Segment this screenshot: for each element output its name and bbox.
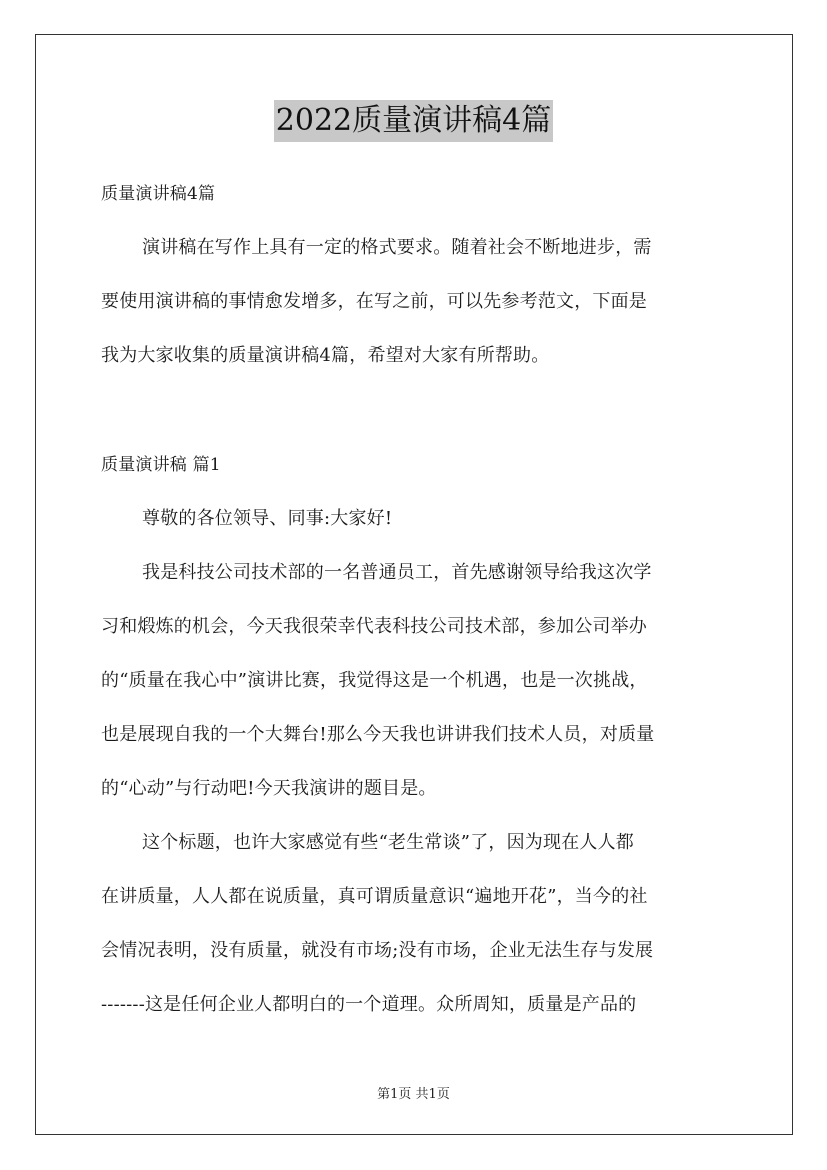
paragraph-line: 的“心动”与行动吧!今天我演讲的题目是。 (101, 778, 437, 799)
paragraph-line: 这个标题，也许大家感觉有些“老生常谈”了，因为现在人人都 (142, 832, 635, 853)
section-heading: 质量演讲稿 篇1 (101, 455, 221, 475)
title-container (0, 100, 827, 142)
intro-line: 我为大家收集的质量演讲稿4篇，希望对大家有所帮助。 (101, 345, 550, 366)
paragraph-line: 习和煅炼的机会，今天我很荣幸代表科技公司技术部，参加公司举办 (101, 616, 647, 637)
paragraph-line: 的“质量在我心中”演讲比赛，我觉得这是一个机遇，也是一次挑战， (101, 670, 648, 691)
document-title: 2022质量演讲稿4篇 (274, 100, 553, 142)
paragraph-line: 我是科技公司技术部的一名普通员工，首先感谢领导给我这次学 (142, 562, 652, 583)
paragraph-line: 会情况表明，没有质量，就没有市场;没有市场，企业无法生存与发展 (101, 940, 654, 961)
page-footer: 第1页 共1页 (377, 1087, 450, 1102)
subtitle: 质量演讲稿4篇 (101, 184, 216, 204)
paragraph-line: -------这是任何企业人都明白的一个道理。众所周知，质量是产品的 (101, 994, 637, 1015)
paragraph-line: 在讲质量，人人都在说质量，真可谓质量意识“遍地开花”，当今的社 (101, 886, 648, 907)
greeting: 尊敬的各位领导、同事:大家好! (142, 508, 393, 529)
paragraph-line: 也是展现自我的一个大舞台!那么今天我也讲讲我们技术人员，对质量 (101, 724, 655, 745)
intro-line: 演讲稿在写作上具有一定的格式要求。随着社会不断地进步，需 (142, 237, 652, 258)
intro-line: 要使用演讲稿的事情愈发增多，在写之前，可以先参考范文，下面是 (101, 291, 647, 312)
